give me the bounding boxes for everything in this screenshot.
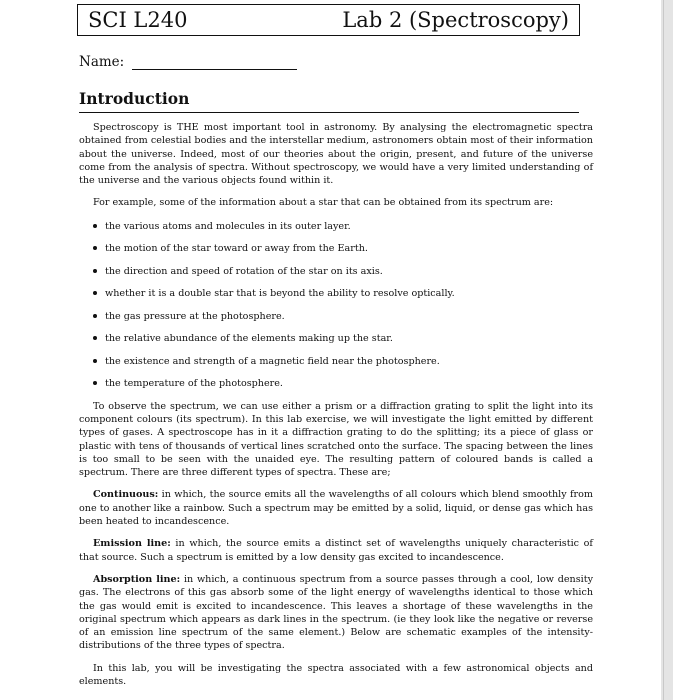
absorption-text: in which, a continuous spectrum from a source passes through a cool, low density gas. The electrons of this gas absorb some of the light energy of wavelengths identical to those which the gas would emit is excited to incandescence. This leaves a shortage of these wavelengths in the original spectrum which appears as dark lines in the spectrum. (ie they look like the negative or reverse of an emission line spectrum of the same element.) Below are schematic examples of the intensity-distributions of the three types of spectra. — [79, 573, 593, 652]
name-row — [79, 54, 297, 70]
emission-definition — [79, 537, 593, 564]
continuous-term: Continuous: — [93, 489, 159, 501]
section-title: Introduction — [79, 89, 579, 113]
bullet-icon — [93, 359, 97, 363]
bullet-icon — [93, 314, 97, 318]
example-lead: For example, some of the information about a star that can be obtained from its spectrum are: — [93, 197, 554, 209]
bullet-icon — [93, 381, 97, 385]
absorption-definition — [79, 573, 593, 653]
page-edge — [661, 0, 673, 700]
bullet-icon — [93, 336, 97, 340]
final-paragraph: In this lab, you will be investigating the spectra associated with a few astronomical objects and elements. — [79, 662, 593, 687]
list-item: the temperature of the photosphere. — [93, 377, 593, 390]
emission-term: Emission line: — [93, 538, 171, 550]
absorption-term: Absorption line: — [93, 573, 181, 585]
lab-title: Lab 2 (Spectroscopy) — [342, 8, 569, 32]
emission-text: in which, the source emits a distinct set of wavelengths uniquely characteristic of that source. Such a spectrum is emitted by a low density gas excited to incandescence. — [79, 538, 593, 563]
document-body — [79, 121, 593, 688]
bullet-icon — [93, 224, 97, 228]
name-label: Name: — [79, 54, 125, 70]
bullet-icon — [93, 291, 97, 295]
list-item: the existence and strength of a magnetic field near the photosphere. — [93, 355, 593, 368]
intro-paragraph: Spectroscopy is THE most important tool in astronomy. By analysing the electromagnetic spectra obtained from celestial bodies and the interstellar medium, astronomers obtain most of their information about the universe. Indeed, most of our theories about the origin, present, and future of the universe come from the analysis of spectra. Without spectroscopy, we would have a very limited understanding of the universe and the various objects found within it. — [79, 122, 593, 187]
bullet-icon — [93, 269, 97, 273]
list-item: the relative abundance of the elements making up the star. — [93, 332, 593, 345]
list-item: whether it is a double star that is beyond the ability to resolve optically. — [93, 287, 593, 300]
spectrum-info-list — [79, 220, 593, 391]
list-item: the motion of the star toward or away from the Earth. — [93, 242, 593, 255]
continuous-text: in which, the source emits all the wavelengths of all colours which blend smoothly from one to another like a rainbow. Such a spectrum may be emitted by a solid, liquid, or dense gas which has been heated to incandescence. — [79, 489, 593, 528]
list-item: the direction and speed of rotation of the star on its axis. — [93, 265, 593, 278]
bullet-icon — [93, 246, 97, 250]
observe-paragraph: To observe the spectrum, we can use either a prism or a diffraction grating to split the light into its component colours (its spectrum). In this lab exercise, we will investigate the light emitted by different types of gases. A spectroscope has in it a diffraction grating to do the splitting; its a piece of glass or plastic with tens of thousands of vertical lines scratched onto the surface. The spacing between the lines is too small to be seen with the unaided eye. The resulting pattern of coloured bands is called a spectrum. There are three different types of spectra. These are; — [79, 400, 593, 479]
continuous-definition — [79, 488, 593, 528]
course-code: SCI L240 — [88, 8, 188, 32]
list-item: the various atoms and molecules in its outer layer. — [93, 220, 593, 233]
list-item: the gas pressure at the photosphere. — [93, 310, 593, 323]
header-box — [77, 4, 580, 36]
name-blank-line — [132, 55, 297, 70]
